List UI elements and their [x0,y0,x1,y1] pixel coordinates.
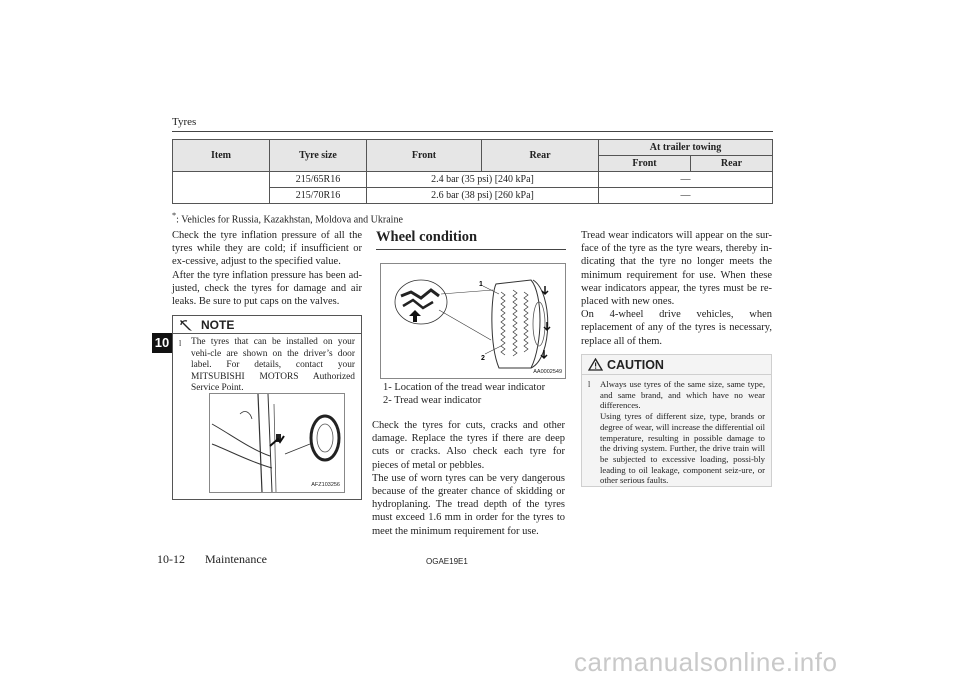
note-header [173,316,361,334]
tyre-pressure-table [172,139,773,204]
caution-header [582,355,771,375]
chapter-tab: 10 [152,333,172,353]
page-number: 10-12 [157,552,185,566]
note-text: The tyres that can be installed on your vehi-cle are shown on the driver’s door label. For details, contact your MITSUBISHI MOTORS Authorized Service Point. [191,337,355,393]
note-icon [179,318,197,332]
col-header-item: Item [173,140,270,172]
figure-code: AA0002549 [533,369,562,375]
footnote-mark: * [172,211,177,220]
bullet-icon: l [179,339,182,348]
table-cell-item [173,172,270,204]
col-header-trailer-towing: At trailer towing [599,140,773,156]
footer-section: Maintenance [205,552,267,566]
callout-1: 1 [479,281,483,288]
tread-paragraph-2: On 4-wheel drive vehicles, when replacement of any of the tyres is necessary, replace all of them. [581,309,772,347]
table-cell-pressure: 2.6 bar (38 psi) [260 kPa] [367,188,599,204]
table-cell-trailer: — [599,172,773,188]
col-header-trailer-rear: Rear [690,156,772,172]
figure-legend [383,381,545,407]
col-header-size: Tyre size [270,140,367,172]
col-header-rear: Rear [482,140,599,172]
tread-wear-illustration [381,264,565,378]
caution-body [582,375,771,486]
legend-item-2: 2- Tread wear indicator [383,395,482,406]
section-title: Wheel condition [376,229,566,250]
table-header-row [173,140,773,156]
inflation-paragraph-1: Check the tyre inflation pressure of all the tyres while they are cold; if insufficient or ex-cessive, adjust to the specified value. [172,230,362,268]
table-footnote [172,211,403,225]
tread-indicator-text [581,229,772,348]
figure-code: AFZ103256 [311,482,340,488]
inflation-text [172,229,362,308]
col-header-trailer-front: Front [599,156,691,172]
legend-item-1: 1- Location of the tread wear indicator [383,382,546,393]
wheel-paragraph-2: The use of worn tyres can be very dangerous because of the greater chance of skidding or hydroplaning. The tread depth of the tyres must exceed 1.6 mm in order for the tyres to meet the minimum requirement for use. [372,472,565,537]
caution-text [600,379,765,486]
document-code: OGAE19E1 [426,557,468,566]
note-body [173,334,361,395]
wheel-condition-text [372,419,565,538]
note-title: NOTE [201,317,235,332]
door-label-figure [209,393,345,493]
bullet-icon: l [588,380,591,389]
caution-paragraph-2: Using tyres of different size, type, brands or degree of wear, will increase the differential oil temperature, resulting in possible damage to the driving system. Further, the drive train will be subjected to excessive loading, possi-bly leading to oil leakage, component seiz-ure, or other serious faults. [600,411,765,486]
footnote-text: : Vehicles for Russia, Kazakhstan, Moldova and Ukraine [176,214,403,226]
running-head-title: Tyres [172,116,197,128]
table-cell-pressure: 2.4 bar (35 psi) [240 kPa] [367,172,599,188]
caution-paragraph-1: Always use tyres of the same size, same type, and same brand, and which have no wear differences. [600,379,765,411]
table-row [173,172,773,188]
table-cell-size: 215/65R16 [270,172,367,188]
wheel-paragraph-1: Check the tyres for cuts, cracks and other damage. Replace the tyres if there are deep cuts or cracks. Also check each tyre for pieces of metal or pebbles. [372,420,565,471]
header-rule [172,131,773,132]
warning-triangle-icon [588,358,603,371]
tread-paragraph-1: Tread wear indicators will appear on the sur-face of the tyre as the tyre wears, thereby in-dicating that the tyre no longer meets the minimum requirement for use. When these wear indicators appear, the tyres must be re-placed with new ones. [581,230,772,308]
tread-wear-figure [380,263,566,379]
page-footer [157,552,267,567]
caution-box [581,354,772,487]
watermark: carmanualsonline.info [574,647,838,677]
door-label-illustration [210,394,344,492]
callout-2: 2 [481,355,485,362]
table-cell-trailer: — [599,188,773,204]
col-header-front: Front [367,140,482,172]
table-cell-size: 215/70R16 [270,188,367,204]
caution-title: CAUTION [607,357,664,372]
inflation-paragraph-2: After the tyre inflation pressure has been ad-justed, check the tyres for damage and air leaks. Be sure to put caps on the valves. [172,269,362,308]
